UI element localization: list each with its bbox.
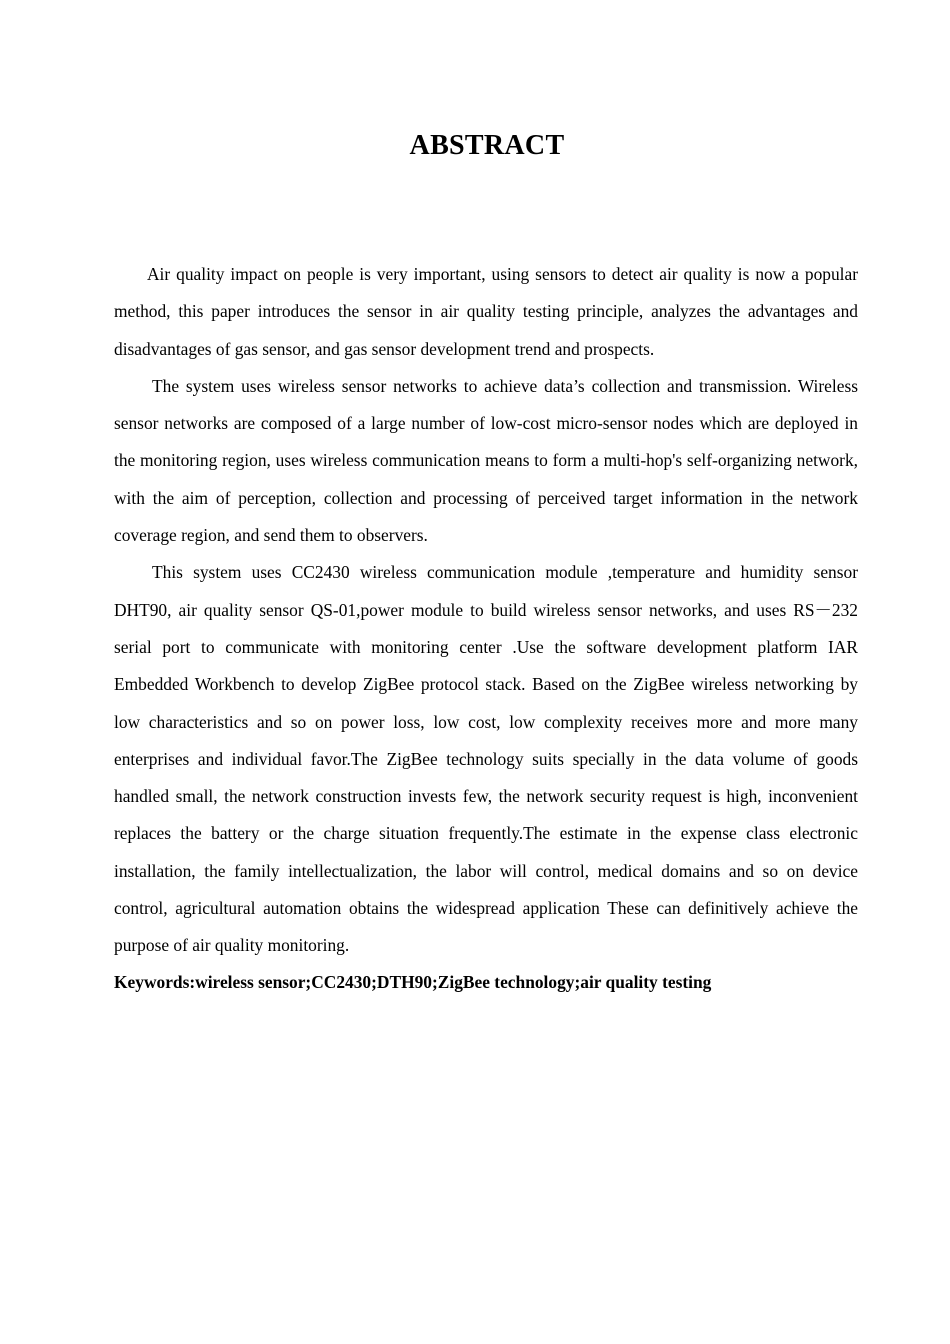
abstract-paragraph-3: This system uses CC2430 wireless communication module ,temperature and humidity sensor DHT90, air quality sensor QS-01,power module to build wireless sensor networks, and uses RS－232 serial port to communicate with monitoring center .Use the software development platform IAR Embedded Workbench to develop ZigBee protocol stack. Based on the ZigBee wireless networking by low characteristics and so on power loss, low cost, low complexity receives more and more many enterprises and individual favor.The ZigBee technology suits specially in the data volume of goods handled small, the network construction invests few, the network security request is high, inconvenient replaces the battery or the charge situation frequently.The estimate in the expense class electronic installation, the family intellectualization, the labor will control, medical domains and so on device control, agricultural automation obtains the widespread application These can definitively achieve the purpose of air quality monitoring.	[114, 562, 858, 956]
abstract-paragraph-1: Air quality impact on people is very important, using sensors to detect air quality is now a popular method, this paper introduces the sensor in air quality testing principle, analyzes the advantages and disadvantages of gas sensor, and gas sensor development trend and prospects.	[114, 264, 858, 359]
abstract-body	[114, 256, 858, 999]
keywords-line: Keywords:wireless sensor;CC2430;DTH90;ZigBee technology;air quality testing	[114, 971, 712, 992]
abstract-paragraph-2: The system uses wireless sensor networks to achieve data’s collection and transmission. Wireless sensor networks are composed of a large number of low-cost micro-sensor nodes which are deployed in the monitoring region, uses wireless communication means to form a multi-hop's self-organizing network, with the aim of perception, collection and processing of perceived target information in the network coverage region, and send them to observers.	[114, 375, 858, 546]
abstract-title: ABSTRACT	[409, 130, 565, 161]
